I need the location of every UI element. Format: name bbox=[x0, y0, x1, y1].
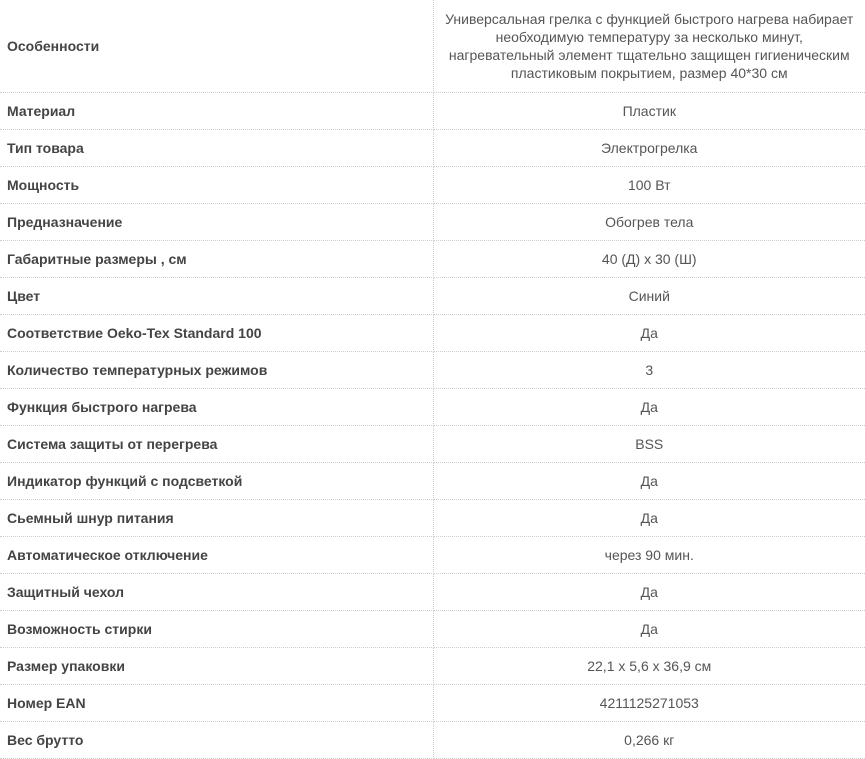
spec-row-purpose bbox=[0, 203, 865, 240]
spec-row-temperature-modes bbox=[0, 351, 865, 388]
spec-label: Размер упаковки bbox=[0, 647, 433, 684]
spec-row-product-type bbox=[0, 129, 865, 166]
spec-label: Вес брутто bbox=[0, 721, 433, 758]
spec-label: Особенности bbox=[0, 0, 433, 92]
spec-row-color bbox=[0, 277, 865, 314]
spec-row-gross-weight bbox=[0, 721, 865, 758]
spec-label: Номер EAN bbox=[0, 684, 433, 721]
spec-label: Автоматическое отключение bbox=[0, 536, 433, 573]
spec-value: Да bbox=[433, 610, 865, 647]
spec-row-auto-shutoff bbox=[0, 536, 865, 573]
spec-row-overheat-protection bbox=[0, 425, 865, 462]
spec-label: Индикатор функций с подсветкой bbox=[0, 462, 433, 499]
spec-label: Возможность стирки bbox=[0, 610, 433, 647]
spec-row-material bbox=[0, 92, 865, 129]
spec-value: Да bbox=[433, 462, 865, 499]
spec-label: Мощность bbox=[0, 166, 433, 203]
spec-row-fast-heating bbox=[0, 388, 865, 425]
spec-value: Электрогрелка bbox=[433, 129, 865, 166]
spec-value: Пластик bbox=[433, 92, 865, 129]
spec-row-protective-cover bbox=[0, 573, 865, 610]
spec-row-removable-cord bbox=[0, 499, 865, 536]
spec-value: Универсальная грелка с функцией быстрого нагрева набирает необходимую температуру за несколько минут, нагревательный элемент тщательно защищен гигиеническим пластиковым покрытием, размер 40*30 см bbox=[433, 0, 865, 92]
spec-value: 40 (Д) х 30 (Ш) bbox=[433, 240, 865, 277]
spec-label: Система защиты от перегрева bbox=[0, 425, 433, 462]
spec-value: Да bbox=[433, 388, 865, 425]
spec-value: Обогрев тела bbox=[433, 203, 865, 240]
spec-row-features bbox=[0, 0, 865, 92]
spec-row-package-size bbox=[0, 647, 865, 684]
spec-value: 4211125271053 bbox=[433, 684, 865, 721]
spec-row-oeko-tex bbox=[0, 314, 865, 351]
spec-value: через 90 мин. bbox=[433, 536, 865, 573]
spec-label: Цвет bbox=[0, 277, 433, 314]
spec-label: Функция быстрого нагрева bbox=[0, 388, 433, 425]
spec-value: BSS bbox=[433, 425, 865, 462]
spec-label: Тип товара bbox=[0, 129, 433, 166]
spec-row-dimensions bbox=[0, 240, 865, 277]
spec-value: Да bbox=[433, 314, 865, 351]
spec-row-power bbox=[0, 166, 865, 203]
spec-value: 0,266 кг bbox=[433, 721, 865, 758]
spec-row-ean bbox=[0, 684, 865, 721]
spec-label: Предназначение bbox=[0, 203, 433, 240]
spec-label: Материал bbox=[0, 92, 433, 129]
spec-label: Защитный чехол bbox=[0, 573, 433, 610]
spec-label: Габаритные размеры , см bbox=[0, 240, 433, 277]
spec-value: Синий bbox=[433, 277, 865, 314]
spec-value: 3 bbox=[433, 351, 865, 388]
spec-value: Да bbox=[433, 499, 865, 536]
spec-label: Количество температурных режимов bbox=[0, 351, 433, 388]
spec-label: Соответствие Oeko-Tex Standard 100 bbox=[0, 314, 433, 351]
spec-value: Да bbox=[433, 573, 865, 610]
spec-value: 100 Вт bbox=[433, 166, 865, 203]
spec-row-backlit-indicator bbox=[0, 462, 865, 499]
spec-row-washable bbox=[0, 610, 865, 647]
spec-value: 22,1 x 5,6 x 36,9 см bbox=[433, 647, 865, 684]
spec-label: Сьемный шнур питания bbox=[0, 499, 433, 536]
